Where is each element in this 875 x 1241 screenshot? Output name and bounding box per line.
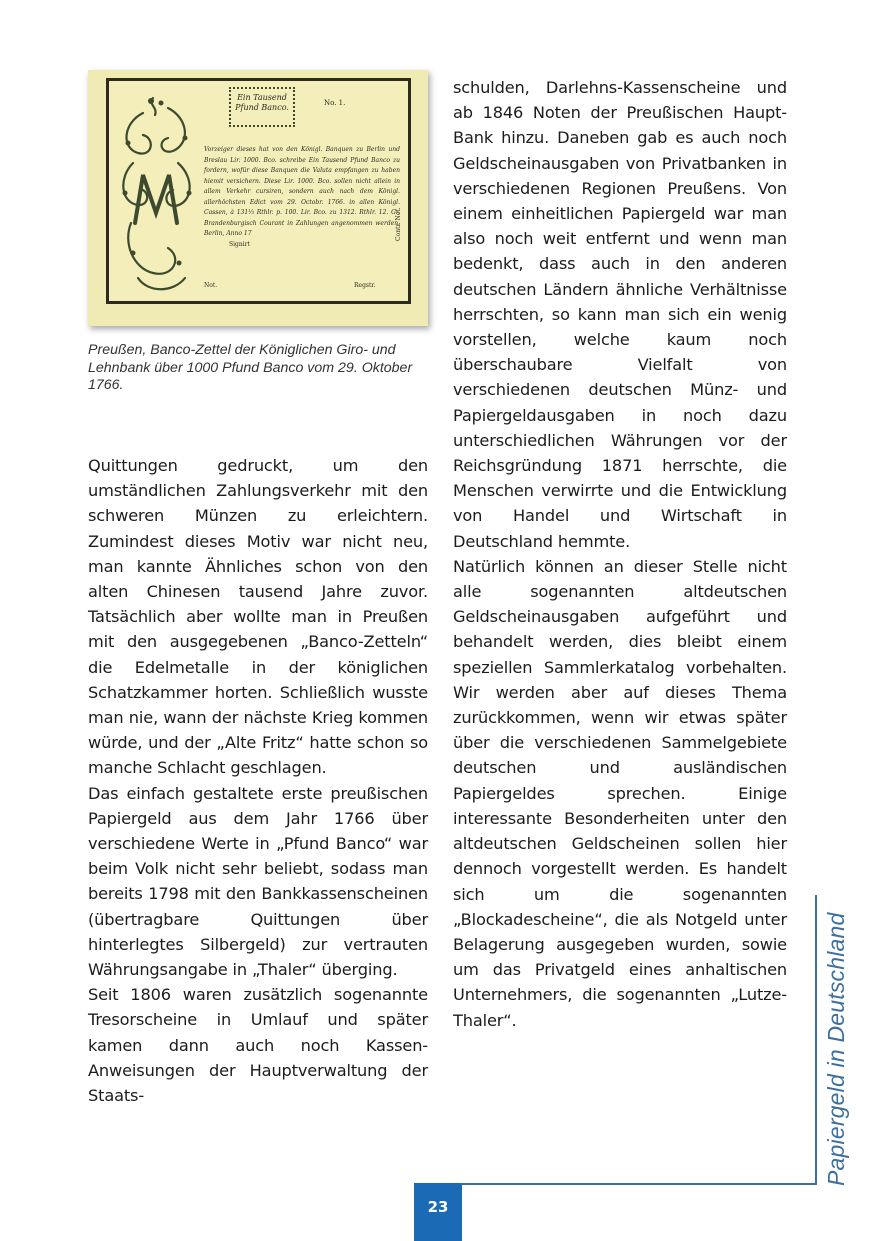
- note-contr-label: Contr. Not.: [395, 207, 402, 241]
- paragraph: Quittungen gedruckt, um den umständlichen Zahlungsverkehr mit den schweren Münzen zu erleichtern. Zumindest dieses Motiv war nicht neu, man kannte Ähnliches schon von den alten Chinesen tausend Jahre zuvor. Tatsächlich aber wollte man in Preußen mit den ausgegebenen „Banco-Zetteln“ die Edelmetalle in der königlichen Schatzkammer horten. Schließlich wusste man nie, wann der nächste Krieg kommen würde, und der „Alte Fritz“ hatte schon so manche Schlacht geschlagen.: [88, 456, 428, 778]
- note-not-label: Not.: [204, 282, 218, 289]
- left-text-column: [88, 453, 428, 1108]
- paragraph: Seit 1806 waren zusätzlich sogenannte Tresorscheine in Umlauf und später kamen dann auch noch Kassen-Anweisungen der Hauptverwaltung der Staats-: [88, 985, 428, 1106]
- note-body-text: Vorzeiger dieses hat von den Königl. Banquen zu Berlin und Breslau Lir. 1000. Bco. schreibe Ein Tausend Pfund Banco zu fordern, wofür diese Banquen die Valuta empfangen zu haben hiemit versichern. Diese Lir. 1000. Bco. sollen nicht allein in allem Verkehr cursiren, sondern auch nach dem Königl. allerhöchsten Edict vom 29. Octobr. 1766. in allen Königl. Cassen, à 131⅓ Rthlr. p. 100. Lir. Bco. zu 1312. Rthlr. 12. Gr. Brandenburgisch Courant in Zahlungen angenommen werden. Berlin, Anno 17: [204, 146, 400, 237]
- horizontal-rule: [414, 1183, 817, 1185]
- right-text-column: [453, 75, 787, 1033]
- paragraph: schulden, Darlehns-Kassenscheine und ab 1846 Noten der Preußischen Haupt-Bank hinzu. Daneben gab es auch noch Geldscheinausgaben von Privatbanken in verschiedenen Regionen Preußens. Von einem einheitlichen Papiergeld war man also noch weit entfernt und wenn man bedenkt, dass auch in den anderen deutschen Ländern ähnliche Verhältnisse herrschten, so kann man sich ein wenig vorstellen, welche kaum noch überschaubare Vielfalt von verschiedenen deutschen Münz- und Papiergeldausgaben in noch dazu unterschiedlichen Währungen vor der Reichsgründung 1871 herrschte, die Menschen verwirrte und die Entwicklung von Handel und Wirtschaft in Deutschland hemmte.: [453, 78, 787, 551]
- note-register-label: Regstr.: [354, 282, 376, 289]
- ornamental-letter-m-icon: [113, 93, 199, 298]
- paragraph: Natürlich können an dieser Stelle nicht alle sogenannten altdeutschen Geldscheinausgaben aufgeführt und behandelt werden, dies bleibt einem speziellen Sammlerkatalog vorbehalten. Wir werden aber auf dieses Thema zurückkommen, wenn wir etwas später über die verschiedenen Sammelgebiete deutschen und ausländischen Papiergeldes sprechen. Einige interessante Besonderheiten unter den altdeutschen Geldscheinen sollen hier dennoch vorgestellt werden. Es handelt sich um die sogenannten „Blockadescheine“, die als Notgeld unter Belagerung ausgegeben wurden, sowie um das Privatgeld eines anhaltischen Unternehmers, die sogenannten „Lutze-Thaler“.: [453, 556, 787, 1030]
- vertical-rule: [815, 895, 817, 1185]
- banknote-image: [88, 70, 428, 326]
- running-title: Papiergeld in Deutschland: [823, 912, 849, 1186]
- note-denomination-box: Ein Tausend Pfund Banco.: [229, 87, 295, 127]
- page-number: 23: [414, 1183, 462, 1241]
- paragraph: Das einfach gestaltete erste preußischen Papiergeld aus dem Jahr 1766 über verschiedene Werte in „Pfund Banco“ war beim Volk nicht sehr beliebt, sodass man bereits 1798 mit den Bankkassenscheinen (übertragbare Quittungen über hinterlegtes Silbergeld) zur vertrauten Währungsangabe in „Thaler“ überging.: [88, 783, 428, 980]
- note-number: No. 1.: [324, 99, 346, 107]
- note-signature-label: Signirt: [229, 241, 250, 248]
- figure-caption: Preußen, Banco-Zettel der Königlichen Giro- und Lehnbank über 1000 Pfund Banco vom 29. Oktober 1766.: [88, 342, 413, 393]
- banco-zettel-note: [106, 78, 411, 304]
